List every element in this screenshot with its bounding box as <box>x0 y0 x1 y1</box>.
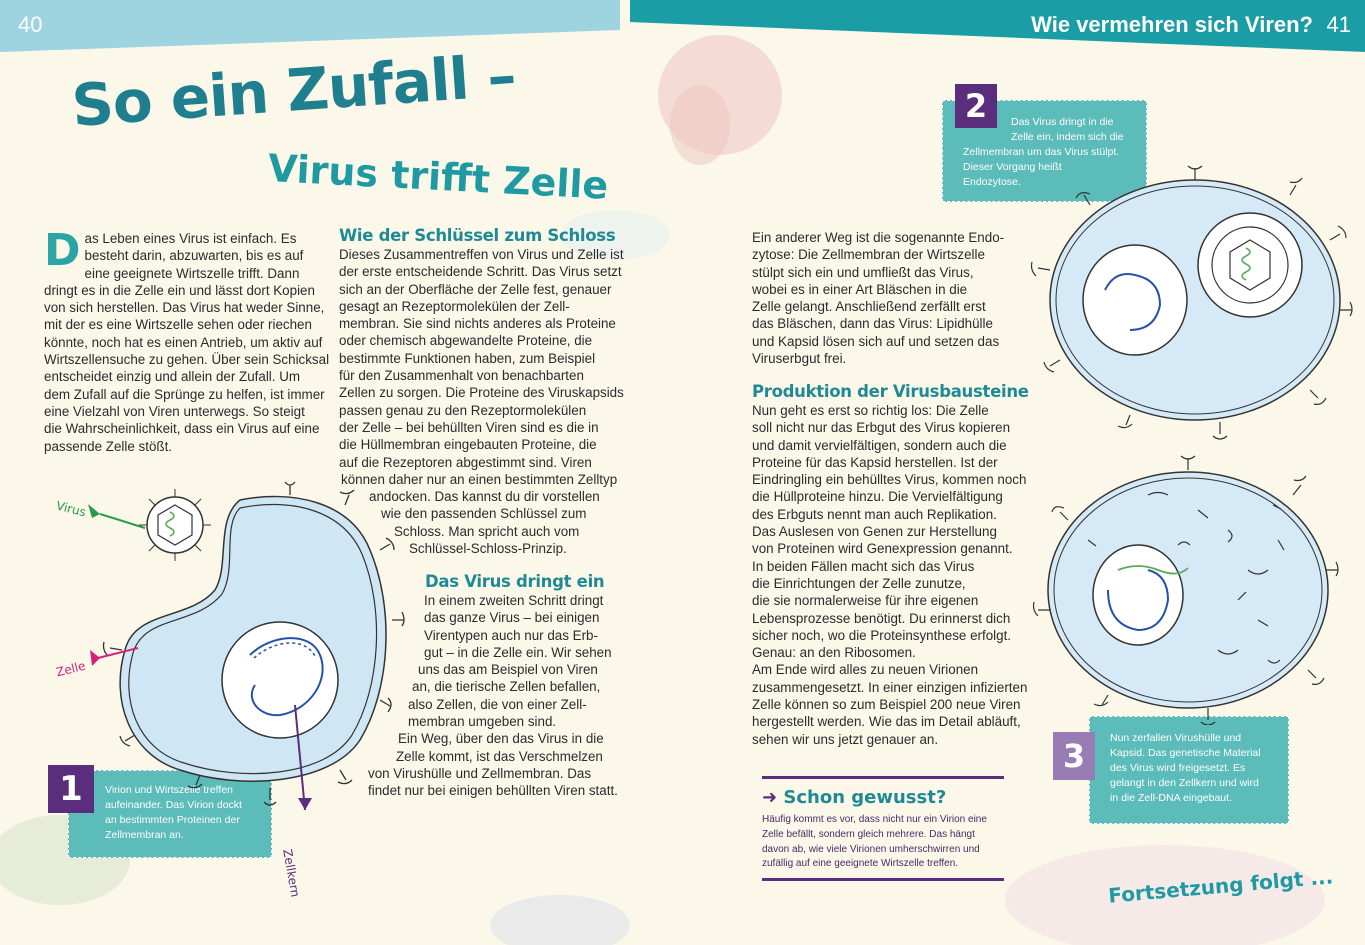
text-line: Schloss. Man spricht auch vom <box>394 523 580 539</box>
intro-text <box>44 225 330 455</box>
text-line: des Virus wird freigesetzt. Es <box>1110 762 1246 774</box>
section-title: Wie vermehren sich Viren? <box>1031 12 1313 37</box>
text-line: Das Auslesen von Genen zur Herstellung <box>752 524 997 540</box>
step-3-badge: 3 <box>1053 732 1095 780</box>
text-line: Virion und Wirtszelle treffen <box>105 784 234 796</box>
text-line: mit der es eine Wirtszelle sehen oder riechen <box>44 317 312 333</box>
text-line: Am Ende wird alles zu neuen Virionen <box>752 662 979 678</box>
text-line: Zelle ein, indem sich die <box>1011 131 1124 143</box>
text-line: Proteine für das Kapsid herstellen. Ist der <box>752 454 998 470</box>
text-line: entscheidet einzig und allein der Zufall. Um <box>44 369 301 385</box>
intro-lines <box>44 225 330 455</box>
arrow-right-icon: ➜ <box>762 787 778 808</box>
text-line: andocken. Das kannst du dir vorstellen <box>369 489 600 505</box>
did-you-know-title <box>762 787 1004 808</box>
text-line: in die Zell-DNA eingebaut. <box>1110 792 1232 804</box>
text-line: gelangt in den Zellkern und wird <box>1110 777 1259 789</box>
text-line: besteht darin, abzuwarten, bis es auf <box>84 248 304 264</box>
text-line: passende Zelle stößt. <box>44 438 173 454</box>
did-you-know-text <box>762 813 1004 872</box>
heading-virus-enters: Das Virus dringt ein <box>425 572 605 591</box>
to-be-continued: Fortsetzung folgt ... <box>1107 864 1334 908</box>
text-line: Wirtszellensuche zu gehen. Über sein Schicksal <box>44 352 330 368</box>
text-line: die Wahrscheinlichkeit, dass ein Virus auf eine <box>44 421 320 437</box>
text-line: an bestimmten Proteinen der <box>105 814 240 826</box>
illustration-virus-disassembly <box>1028 450 1365 725</box>
text-line: Zelle kommt, ist das Verschmelzen <box>396 748 603 764</box>
illustration-virus-meets-cell <box>40 470 420 810</box>
page-number-left: 40 <box>18 12 43 37</box>
label-zelle: Zelle <box>54 658 87 680</box>
text-line: Zelle können so zum Beispiel 200 neue Viren <box>752 697 1021 713</box>
text-line: Nun geht es erst so richtig los: Die Zelle <box>752 403 989 418</box>
text-line: Endozytose. <box>963 176 1021 188</box>
text-line: zusammengesetzt. In einer einzigen infizierten <box>752 679 1028 695</box>
text-line: von sich herstellen. Das Virus hat weder Sinne, <box>44 300 325 316</box>
text-line: passen genau zu den Rezeptormolekülen <box>339 402 587 418</box>
header-band-left <box>0 0 620 52</box>
text-line: zytose: Die Zellmembran der Wirtszelle <box>752 247 985 263</box>
text-line: Kapsid. Das genetische Material <box>1110 747 1261 759</box>
text-line: Häufig kommt es vor, dass nicht nur ein Virion eine <box>762 814 987 825</box>
text-line: also Zellen, die von einer Zell- <box>408 696 587 712</box>
text-line: oder chemisch abgewandelte Proteine, die <box>339 333 593 349</box>
text-line: wobei es in einer Art Bläschen in die <box>752 281 968 297</box>
text-line: der Zelle – bei behüllten Viren sind es die in <box>339 419 599 435</box>
text-line: aufeinander. Das Virion dockt <box>105 799 242 811</box>
text-line: sehen wir uns jetzt genauer an. <box>752 731 939 747</box>
text-line: von Virushülle und Zellmembran. Das <box>368 765 592 781</box>
step-3-box <box>1089 716 1289 824</box>
text-line: für den Zusammenhalt von benachbarten <box>339 368 584 384</box>
page-title-line2: Virus trifft Zelle <box>266 146 610 208</box>
text-line: Zellmembran um das Virus stülpt. <box>963 146 1120 158</box>
text-line: eine geeignete Wirtszelle trifft. Dann <box>84 265 300 281</box>
text-line: können daher nur an einen bestimmten Zelltyp <box>341 471 618 487</box>
text-line: Lebensprozesse benötigt. Du erinnerst dich <box>752 610 1011 626</box>
text-line: der erste entscheidende Schritt. Das Virus setzt <box>339 264 622 280</box>
text-line: membran umgeben sind. <box>408 714 557 730</box>
text-line: Nun zerfallen Virushülle und <box>1110 732 1242 744</box>
text-line: soll nicht nur das Erbgut des Virus kopieren <box>752 420 1011 436</box>
text-line: stülpt sich ein und umfließt das Virus, <box>752 264 974 280</box>
text-line: dem Zufall auf die Sprünge zu helfen, ist immer <box>44 386 325 402</box>
text-line: as Leben eines Virus ist einfach. Es <box>84 231 297 246</box>
text-line: Dieses Zusammentreffen von Virus und Zelle ist <box>339 247 624 262</box>
text-line: Eindringling ein behülltes Virus, kommen noch <box>752 472 1027 488</box>
heading-production: Produktion der Virusbausteine <box>752 382 1029 401</box>
text-line: gut – in die Zelle ein. Wir sehen <box>424 644 612 660</box>
step-3-text <box>1090 717 1288 806</box>
text-line: Zelle gelangt. Anschließend zerfällt erst <box>752 299 986 315</box>
text-line: Virentypen auch nur das Erb- <box>424 627 598 643</box>
text-line: und damit vervielfältigen, sondern auch die <box>752 437 1007 453</box>
text-line: membran. Sie sind nichts anderes als Proteine <box>339 316 616 332</box>
endocytosis-text <box>752 229 1022 367</box>
text-line: bestimmte Funktionen haben, zum Beispiel <box>339 350 596 366</box>
text-line: von Proteinen wird Genexpression genannt. <box>752 541 1013 557</box>
page-title-line1: So ein Zufall – <box>69 41 518 140</box>
text-line: sicher noch, wo die Proteinsynthese erfolgt. <box>752 627 1012 643</box>
text-line: das ganze Virus – bei einigen <box>424 610 600 626</box>
text-line: Zellmembran an. <box>105 829 184 841</box>
step-1-badge: 1 <box>48 765 94 813</box>
text-line: Zelle befällt, sondern gleich mehrere. Das hängt <box>762 828 975 840</box>
text-line: In einem zweiten Schritt dringt <box>424 593 604 608</box>
heading-key-lock: Wie der Schlüssel zum Schloss <box>339 226 616 245</box>
text-line: das Bläschen, dann das Virus: Lipidhülle <box>752 316 993 332</box>
label-zellkern: Zellkern <box>280 848 303 899</box>
text-line: Zellen zu sorgen. Die Proteine des Viruskapsids <box>339 385 624 401</box>
text-line: gesagt an Rezeptormolekülen der Zell- <box>339 298 570 314</box>
production-text <box>752 402 1028 748</box>
text-line: dringt es in die Zelle ein und lässt dort Kopien <box>44 282 315 298</box>
text-line: Viruserbgut frei. <box>752 351 847 367</box>
text-line: uns das am Beispiel von Viren <box>418 662 598 678</box>
text-line: Ein anderer Weg ist die sogenannte Endo- <box>752 230 1005 245</box>
text-line: Ein Weg, über den das Virus in die <box>398 731 604 747</box>
text-line: die Hüllproteine hinzu. Die Vervielfältigung <box>752 489 1003 505</box>
text-line: Schlüssel-Schloss-Prinzip. <box>409 541 567 557</box>
illustration-endocytosis <box>1020 160 1365 440</box>
text-line: findet nur bei einigen behüllten Viren statt. <box>368 783 618 799</box>
text-line: davon ab, wie viele Virionen umherschwirren und <box>762 843 980 855</box>
text-line: des Erbguts nennt man auch Replikation. <box>752 506 997 522</box>
text-line: zufällig auf eine geeignete Wirtszelle treffen. <box>762 858 959 870</box>
step-2-badge: 2 <box>955 84 997 128</box>
text-line: an, die tierische Zellen befallen, <box>412 679 601 695</box>
text-line: und Kapsid lösen sich auf und setzen das <box>752 333 1000 349</box>
text-line: In beiden Fällen macht sich das Virus <box>752 558 975 574</box>
text-line: Genau: an den Ribosomen. <box>752 645 916 661</box>
text-line: sich an der Oberfläche der Zelle fest, genauer <box>339 281 612 297</box>
text-line: eine Vielzahl von Viren unterwegs. So steigt <box>44 403 305 419</box>
text-line: die sie normalerweise für ihre eigenen <box>752 593 979 609</box>
text-line: auf die Rezeptoren abgestimmt sind. Viren <box>339 454 592 470</box>
text-line: die Einrichtungen der Zelle zunutze, <box>752 575 966 591</box>
text-line: wie den passenden Schlüssel zum <box>381 506 587 522</box>
page-number-right: 41 <box>1326 12 1351 37</box>
text-line: Das Virus dringt in die <box>1011 116 1114 128</box>
text-line: Dieser Vorgang heißt <box>963 161 1062 173</box>
text-line: hergestellt werden. Wie das im Detail abläuft, <box>752 714 1021 730</box>
did-you-know-box <box>762 776 1004 886</box>
dropcap: D <box>44 225 81 276</box>
label-virus: Virus <box>54 498 88 520</box>
did-you-know-heading: Schon gewusst? <box>783 787 947 808</box>
text-line: könnte, noch hat es einen Antrieb, um aktiv auf <box>44 334 323 350</box>
text-line: die Hüllmembran eingebauten Proteine, die <box>339 437 597 453</box>
